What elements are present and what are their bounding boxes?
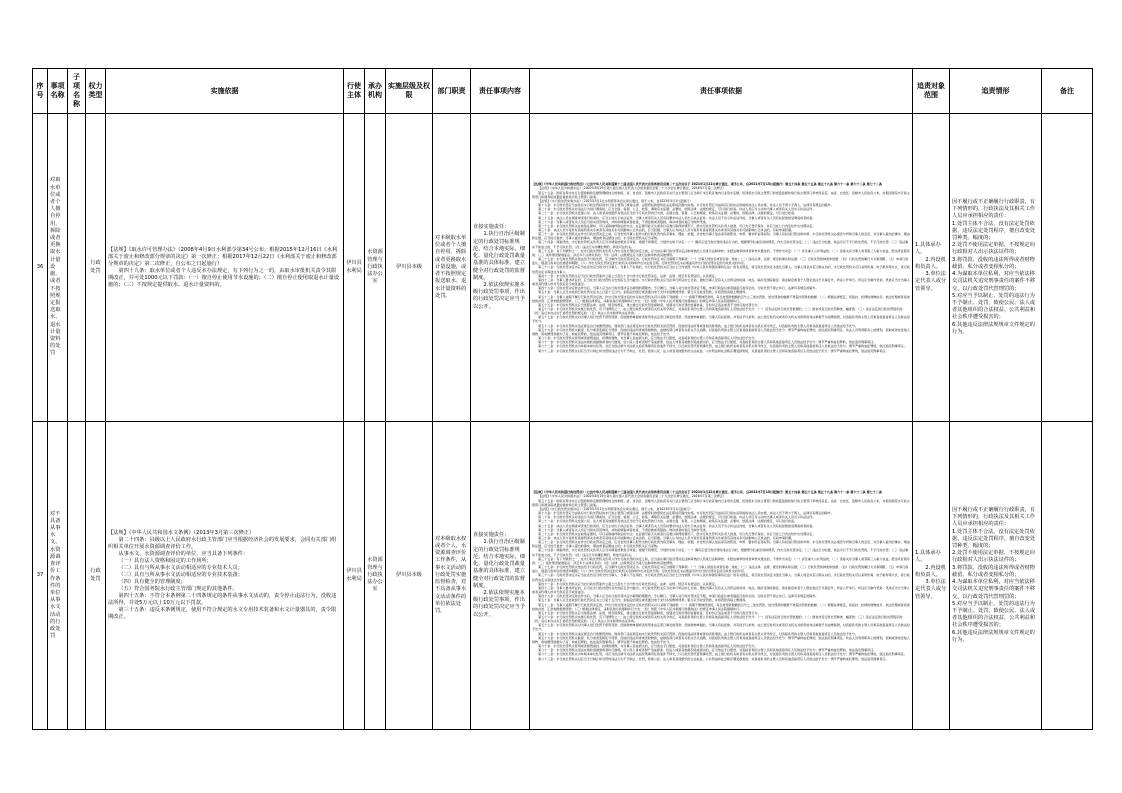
resp-basis-paragraph: 第五十六条：水行政处罚机关实施行政处罚，有下列情形之一，由上级行政机关或者有关机关责令改正，对直接负责的主管人员和其他直接责任人员依法给予处分：（一）没有法定的行政处罚依据的；（二）擅自改变行政处罚种类、幅度的；（三）违反法定的行政处罚程序的；（四）违反本办法关于委托处罚的规定的；（五）执法人员未取得执法证件的。 (532, 306, 906, 316)
resp-basis-paragraph: 第六十三条：水行政处罚机关对应当予以制止和处罚的违法行为不予制止、处罚，致使公民、法人或者其他组织的合法权益、公共利益和社会秩序遭受损害的，对直接负责的主管人员和其他直接责任人员依法给予处分；情节严重构成犯罪的，依法追究刑事责任。 (538, 656, 889, 661)
resp-basis-paragraph: 第三十条：执法人员与案件有直接利害关系或者有其他关系可能影响公正执法的，应当回避。当事人认为执法人员与案件有直接利害关系或者有其他关系可能影响公正执法的，有权申请回避。 (538, 228, 795, 233)
situation-line: 4.为谋取本单位私利，对应当依法移交司法机关追究刑事责任的案件不移交，以行政处罚代替刑罚的； (952, 271, 1036, 292)
row-basis (106, 114, 344, 422)
document-page (32, 68, 1092, 726)
resp-basis-paragraph: 第五十二条：当事人逾期不履行行政处罚决定的，作出行政处罚决定的水行政处罚机关可以采取下列措施：（一）到期不缴纳罚款的，每日按罚款数额的百分之三加处罚款，加处罚款的数额不得超出罚款的数额；（二）根据法律规定，将查封、扣押的财物拍卖、依法处理或者将冻结的存款、汇款划拨抵缴罚款；（三）根据法律规定，采取其他行政强制执行方式；（四）依照《中华人民共和国行政强制法》的规定申请人民法院强制执行。 (532, 294, 910, 303)
header-level: 实施层级及权限 (386, 69, 433, 114)
row-resp (471, 114, 530, 422)
resp-basis-paragraph: 第五十八条：水行政处罚机关违反规定自行收缴罚款的，财政部门违反规定向水行政处罚机关返还罚款、没收的违法所得或者拍卖款项的，由上级行政机关或者有关机关责令改正，对直接负责的主管人员和其他直接责任人员依法给予处分。 (538, 631, 859, 636)
resp-basis-paragraph: 第三十四条：调查终结，水行政处罚机关负责人应当对调查结果进行审查，根据不同情况，分别作出如下决定：（一）确有应受行政处罚的违法行为的，根据情节轻重及具体情况，作出行政处罚决定；（二）违法行为轻微，依法可以不予行政处罚的，不予行政处罚；（三）违法事实不能成立的，不予行政处罚；（四）违法行为涉嫌犯罪的，移送司法机关。 (532, 548, 909, 557)
resp-basis-paragraph: 第四十一条：水行政处罚机关应当自行政处罚案件立案之日起九十日内作出行政处罚决定。法律、法规、规章另有规定的，从其规定。 (538, 273, 718, 278)
basis-line: 第三十五条：违反本条例规定，使用不符合规定的水文专用技术装备和水文计量器具的，责令限期改正。 (108, 607, 337, 620)
target-line: 1.具体承办人。 (915, 242, 941, 256)
resp-basis-paragraph: 第三十七条：水行政处罚机关依法给予行政处罚，应当制作行政处罚决定书。行政处罚决定书应当载明下列事项：（一）当事人的姓名或者名称、地址；（二）违反法律、法规、规章的事实和证据；（三）行政处罚的种类和依据；（四）行政处罚的履行方式和期限；（五）申请行政复议、提起行政诉讼的途径和期限；（六）作出行政处罚决定的行政机关名称和作出决定的日期。行政处罚决定书必须盖有作出行政处罚决定的行政机关的印章。 (532, 565, 909, 574)
row-note (1042, 422, 1093, 730)
row-power-type: 行政处罚 (86, 422, 106, 730)
resp-basis-paragraph: 第二十七条：水行政处罚机关在收集证据时，可以采取抽样取证的方法；在证据可能灭失或者以后难以取得的情况下，经水行政处罚机关负责人批准，可以先行登记保存，并应当在七日内及时作出处理决定。 (538, 531, 816, 536)
resp-basis-paragraph: 第四十三条：当事人要求听证的，应当在水行政处罚机关告知后五日内提出。水行政处罚机关应当在举行听证的七日前，通知当事人及有关人员听证的时间、地点。除涉及国家秘密、商业秘密或者个人隐私依法予以保密外，听证公开举行。听证应当制作笔录。笔录应当交当事人或者其代理人核对无误后签字或者盖章。 (532, 585, 910, 595)
resp-line: 2.依法依规实施本级行政处罚事项，作出的行政处罚决定应当予以公开。 (473, 281, 525, 310)
resp-basis-paragraph: 【法规】《中华人民共和国水法》（2002年8月29日第九届全国人民代表大会常务委员会第二十九次会议修订通过，2016年7月第二次修正） (538, 186, 726, 191)
basis-line: 第二十四条：县级以上人民政府水行政主管部门应当根据经济社会的发展要求，会同有关部门组织相关单位开展水资源调查评价工作。 (108, 537, 337, 550)
header-seq: 序号 (33, 69, 48, 114)
resp-line: 1.执行自治区级制定的行政处罚标准规范，结合本地实际，细化、量化行政处罚裁量基准的具体标准，建立健全对行政处罚的监督制度。 (473, 539, 525, 589)
resp-basis-paragraph: 第五十七条：水行政处罚机关对当事人进行处罚不使用罚款、没收财物单据或者使用非法定部门制发的罚款、没收财物单据的，当事人有权拒绝，并有权予以检举，由上级行政机关或者有关机关对使用的非法单据予以收缴销毁，对直接负责的主管人员和其他直接责任人员依法给予处分。 (532, 315, 910, 324)
resp-basis-paragraph: 第四十九条：行政处罚决定依法作出后，当事人应当在行政处罚决定书载明的期限内，予以履行。当事人对行政处罚决定不服，申请行政复议或者提起行政诉讼的，行政处罚不停止执行，法律另有规定的除外。 (538, 286, 819, 291)
resp-line: 1.执行自治区级制定的行政处罚标准规范，结合本地实际，细化、量化行政处罚裁量基准的具体标准，建立健全对行政处罚的监督制度。 (473, 231, 525, 281)
resp-basis-paragraph: 第五十七条：水行政处罚机关对当事人进行处罚不使用罚款、没收财物单据或者使用非法定部门制发的罚款、没收财物单据的，当事人有权拒绝，并有权予以检举，由上级行政机关或者有关机关对使用的非法单据予以收缴销毁，对直接负责的主管人员和其他直接责任人员依法给予处分。 (532, 623, 910, 632)
resp-line: 2.依法依规实施本级行政处罚事项，作出的行政处罚决定应当予以公开。 (473, 589, 525, 618)
resp-basis-paragraph: 第三十条：执法人员与案件有直接利害关系或者有其他关系可能影响公正执法的，应当回避。当事人认为执法人员与案件有直接利害关系或者有其他关系可能影响公正执法的，有权申请回避。 (538, 536, 795, 541)
resp-basis-paragraph: 第六十条：水行政处罚机关使用或者损毁查封、扣押的财物，对当事人造成损失的，应当依法予以赔偿，对直接负责的主管人员和其他直接责任人员依法给予处分。 (538, 644, 758, 649)
resp-basis-paragraph: 第二十一条：水行政处罚机关发现公民、法人或者其他组织有依法应当给予行政处罚的行为的，必须全面、客观、公正地调查，收集有关证据；必要时，依照法律、法规的规定，可以进行检查。 (538, 519, 798, 524)
resp-basis-paragraph: 第二十条：水行政处罚机关对违法行为进行调查时，应当全面、客观、公正，收集、调取有关证据；必要时，依照法律、法规的规定，可以进行检查。执法人员应当主动向当事人或者有关人员出示执法证件。 (538, 207, 816, 212)
basis-line: 第四十五条：不符合本条例第二十四条规定的条件从事水文活动的，责令停止违法行为，没收违法所得，并处5万元以上10万元以下罚款。 (108, 593, 337, 606)
row-resp-basis (530, 114, 913, 422)
row-sub-item-name (68, 422, 86, 730)
row-power-type: 行政处罚 (86, 114, 106, 422)
row-org: 水资源管理与行政执法办公室 (365, 114, 386, 422)
situation-line: 6.其他违反法律法规规章文件规定的行为。 (952, 629, 1035, 643)
row-duty: 对本级取水单位或者个人擅自停用、拆除或者更换取水计量设施，或者不按照规定报送取水、退水计量资料的处罚。 (433, 114, 471, 422)
resp-basis-paragraph: 第三十二条：水行政处罚机关在作出行政处罚决定之前，应当告知当事人拟作出的行政处罚内容及事实、理由、依据，并告知当事人依法享有的陈述、申辩、要求听证等权利。当事人有权进行陈述和申辩。水行政处罚机关必须充分听取当事人的意见，对当事人提出的事实、理由和证据，应当进行复核；当事人提出的事实、理由或者证据成立的，水行政处罚机关应当采纳。 (532, 540, 910, 549)
resp-basis-paragraph: 第五十八条：水行政处罚机关违反规定自行收缴罚款的，财政部门违反规定向水行政处罚机关返还罚款、没收的违法所得或者拍卖款项的，由上级行政机关或者有关机关责令改正，对直接负责的主管人员和其他直接责任人员依法给予处分。 (538, 323, 859, 328)
resp-basis-paragraph: 【法规】《中华人民共和国水法》（2002年8月29日第九届全国人民代表大会常务委员会第二十九次会议修订通过，2016年7月第二次修正） (538, 494, 726, 499)
row-seq: 37 (33, 422, 48, 730)
resp-basis-paragraph: 第三十八条：行政处罚决定书应当在宣告后当场交付当事人；当事人不在场的，水行政处罚机关应当在七日内依照《中华人民共和国民事诉讼法》的有关规定，将行政处罚决定书送达当事人。当事人同意并签订确认书的，水行政处罚机关可以采用传真、电子邮件等方式，将行政处罚决定书等送达当事人。 (532, 265, 910, 274)
header-sub-item-name: 子项名称 (68, 69, 86, 114)
header-power-type: 权力类型 (86, 69, 106, 114)
resp-basis-paragraph: 第五十五条：水行政处罚机关应当依照法律、法规、规章的规定，建立健全行政处罚监督制度，加强对行政处罚的监督检查，及时纠正违法或者不当的行政处罚行为。 (538, 610, 761, 615)
resp-basis-paragraph: 【法规】《水行政处罚实施办法》（2023年3月1日水利部部务会议审议通过，现予公布，自2023年5月1日起施行） (538, 506, 693, 511)
header-note: 备注 (1042, 69, 1093, 114)
resp-basis-paragraph: 第六十条：水行政处罚机关使用或者损毁查封、扣押的财物，对当事人造成损失的，应当依法予以赔偿，对直接负责的主管人员和其他直接责任人员依法给予处分。 (538, 336, 758, 341)
resp-basis-paragraph: 第二十五条：执法人员在调查或者进行检查时，应当主动出示执法证件，当事人或者有关人员有权要求执法人员出示执法证件。执法人员不出示执法证件的，当事人或者有关人员有权拒绝接受调查或者检查。 (538, 215, 816, 220)
resp-basis-paragraph: 第五十九条：水行政处罚机关截留、私分或者变相私分罚款、没收的违法所得或者财物的，由财政部门或者有关机关予以追缴，对直接负责的主管人员和其他直接责任人员依法给予处分；情节严重构成犯罪的，依法追究刑事责任。执法人员利用职务上的便利，索取或者收受他人财物、将收缴罚款据为己有，构成犯罪的，依法追究刑事责任；情节轻微不构成犯罪的，依法给予处分。 (532, 327, 910, 336)
row-duty: 对本级取水权或者个人，水资源调查评价工作条件，从事水文活动的行政处罚实施监督检查，对不具备从事水文活动条件的单位依法处罚。 (433, 422, 471, 730)
resp-basis-paragraph: 第三十七条：水行政处罚机关依法给予行政处罚，应当制作行政处罚决定书。行政处罚决定书应当载明下列事项：（一）当事人的姓名或者名称、地址；（二）违反法律、法规、规章的事实和证据；（三）行政处罚的种类和依据；（四）行政处罚的履行方式和期限；（五）申请行政复议、提起行政诉讼的途径和期限；（六）作出行政处罚决定的行政机关名称和作出决定的日期。行政处罚决定书必须盖有作出行政处罚决定的行政机关的印章。 (532, 257, 909, 266)
table-row (33, 422, 1093, 730)
resp-basis-paragraph: 第五十五条：国家对用水实行总量控制和定额管理相结合的制度。省、自治区、直辖市人民政府有关行业主管部门应当制订本行政区域内行业用水定额，报同级水行政主管部门和质量监督检验行政主管部门审核同意后，由省、自治区、直辖市人民政府公布，并报国务院水行政主管部门和国务院质量监督检验行政主管部门备案。 (532, 190, 910, 199)
header-basis: 实施依据 (106, 69, 344, 114)
resp-basis-title: 【法律】《中华人民共和国行政处罚法》（已由中华人民共和国第十三届全国人民代表大会常务委员会第二十五次会议于 2021年1月22日修订通过，现予公布，自2021年7月15日起施行）第五十四条 第五十五条 第五十九条 第六十一条 第六十二条 第七十二条 (532, 182, 882, 187)
resp-basis-paragraph: 第四十三条：当事人要求听证的，应当在水行政处罚机关告知后五日内提出。水行政处罚机关应当在举行听证的七日前，通知当事人及有关人员听证的时间、地点。除涉及国家秘密、商业秘密或者个人隐私依法予以保密外，听证公开举行。听证应当制作笔录。笔录应当交当事人或者其代理人核对无误后签字或者盖章。 (532, 277, 910, 287)
situation-line: 6.其他违反法律法规规章文件规定的行为。 (952, 321, 1035, 335)
row-target (913, 422, 950, 730)
resp-basis-paragraph: 第六十二条：水行政处罚机关为牟取本单位私利，对应当依法移交司法机关追究刑事责任的案件不移交，以行政处罚代替刑事处罚，由上级行政机关或者有关机关责令改正，对直接负责的主管人员和其他直接责任人员依法给予处分；情节严重构成犯罪的，依法追究刑事责任。 (538, 652, 907, 657)
resp-basis-paragraph: 第五十九条：水行政处罚机关截留、私分或者变相私分罚款、没收的违法所得或者财物的，由财政部门或者有关机关予以追缴，对直接负责的主管人员和其他直接责任人员依法给予处分；情节严重构成犯罪的，依法追究刑事责任。执法人员利用职务上的便利，索取或者收受他人财物、将收缴罚款据为己有，构成犯罪的，依法追究刑事责任；情节轻微不构成犯罪的，依法给予处分。 (532, 635, 910, 644)
target-line: 2.内设机构负责人。 (915, 564, 946, 578)
basis-line: （四）具有健全的管理制度； (118, 579, 186, 585)
resp-basis-paragraph: 第五十五条：水行政处罚机关应当依照法律、法规、规章的规定，建立健全行政处罚监督制度，加强对行政处罚的监督检查，及时纠正违法或者不当的行政处罚行为。 (538, 302, 761, 307)
target-line: 3.单位法定代表人或分管领导。 (915, 579, 947, 600)
row-item-name: 对不具备从事水文、水资源调查评价工作条件的单位从事水文活动的行政处罚 (48, 422, 68, 730)
row-level: 伊川县本级 (386, 114, 433, 422)
row-resp (471, 422, 530, 730)
row-subject: 伊川县水利局 (344, 422, 365, 730)
header-row (33, 69, 1093, 114)
header-resp-basis: 责任事项依据 (530, 69, 913, 114)
resp-basis-paragraph: 第二十一条：水行政处罚机关发现公民、法人或者其他组织有依法应当给予行政处罚的行为的，必须全面、客观、公正地调查，收集有关证据；必要时，依照法律、法规的规定，可以进行检查。 (538, 211, 798, 216)
resp-basis-paragraph: 第六十三条：水行政处罚机关对应当予以制止和处罚的违法行为不予制止、处罚，致使公民、法人或者其他组织的合法权益、公共利益和社会秩序遭受损害的，对直接负责的主管人员和其他直接责任人员依法给予处分；情节严重构成犯罪的，依法追究刑事责任。 (538, 348, 889, 353)
resp-basis-paragraph: 第五十条：当事人应当自收到行政处罚决定书之日起十五日内，到指定的银行或者通过电子支付系统缴纳罚款。银行应当收受罚款，并将罚款直接上缴国库。 (538, 290, 749, 295)
resp-basis-paragraph: 第六十一条：水行政处罚机关违法实施检查措施或者执行措施，给公民人身或者财产造成损害、给法人或者其他组织造成损失的，应当依法予以赔偿，对直接负责的主管人员和其他直接责任人员依法给予处分；情节严重构成犯罪的，依法追究刑事责任。 (538, 340, 877, 345)
resp-basis-paragraph: 第二十五条：执法人员在调查或者进行检查时，应当主动出示执法证件，当事人或者有关人员有权要求执法人员出示执法证件。执法人员不出示执法证件的，当事人或者有关人员有权拒绝接受调查或者检查。 (538, 523, 816, 528)
resp-basis-paragraph: 第二十七条：水行政处罚机关在收集证据时，可以采取抽样取证的方法；在证据可能灭失或者以后难以取得的情况下，经水行政处罚机关负责人批准，可以先行登记保存，并应当在七日内及时作出处理决定。 (538, 223, 816, 228)
resp-basis-paragraph: 第五十条：当事人应当自收到行政处罚决定书之日起十五日内，到指定的银行或者通过电子支付系统缴纳罚款。银行应当收受罚款，并将罚款直接上缴国库。 (538, 598, 749, 603)
basis-line: （五）符合国务院水行政主管部门规定的其他条件。 (118, 586, 238, 592)
table-row (33, 114, 1093, 422)
resp-basis-paragraph: 第四十九条：行政处罚决定依法作出后，当事人应当在行政处罚决定书载明的期限内，予以履行。当事人对行政处罚决定不服，申请行政复议或者提起行政诉讼的，行政处罚不停止执行，法律另有规定的除外。 (538, 594, 819, 599)
basis-line: 【法规】《中华人民共和国水文条例》（2013年3月第三次修正） (108, 530, 255, 536)
row-subject: 伊川县水利局 (344, 114, 365, 422)
resp-basis-paragraph: 第六十一条：水行政处罚机关违法实施检查措施或者执行措施，给公民人身或者财产造成损害、给法人或者其他组织造成损失的，应当依法予以赔偿，对直接负责的主管人员和其他直接责任人员依法给予处分；情节严重构成犯罪的，依法追究刑事责任。 (538, 648, 877, 653)
resp-basis-paragraph: 第三十四条：调查终结，水行政处罚机关负责人应当对调查结果进行审查，根据不同情况，分别作出如下决定：（一）确有应受行政处罚的违法行为的，根据情节轻重及具体情况，作出行政处罚决定；（二）违法行为轻微，依法可以不予行政处罚的，不予行政处罚；（三）违法事实不能成立的，不予行政处罚；（四）违法行为涉嫌犯罪的，移送司法机关。 (532, 240, 909, 249)
power-list-table (32, 68, 1093, 730)
header-resp: 责任事项内容 (471, 69, 530, 114)
resp-basis-paragraph: 第三十五条：有下列情形之一，在水行政处罚机关负责人作出行政处罚的决定之前，应当由从事行政处罚决定法制审核的人员进行法制审核；未经法制审核或者审核未通过的，不得作出决定：（一）涉及重大公共利益的；（二）直接关系当事人或者第三人重大权益，经过听证程序的；（三）案件情况疑难复杂、涉及多个法律关系的；（四）法律、法规规定应当进行法制审核的其他情形。 (532, 556, 910, 565)
row-org: 水资源管理与行政执法办公室 (365, 422, 386, 730)
situation-line: 2.处罚不使用法定单据、不按规定向行政相对人出示执法证件的； (952, 550, 1035, 564)
resp-basis-paragraph: 第五十六条：水行政处罚机关实施行政处罚，有下列情形之一，由上级行政机关或者有关机关责令改正，对直接负责的主管人员和其他直接责任人员依法给予处分：（一）没有法定的行政处罚依据的；（二）擅自改变行政处罚种类、幅度的；（三）违反法定的行政处罚程序的；（四）违反本办法关于委托处罚的规定的；（五）执法人员未取得执法证件的。 (532, 614, 906, 624)
situation-line: 5.对应当予以制止、处罚的违法行为不予制止、处罚，致使公民、法人或者其他组织的合法权益、公共利益和社会秩序遭受损害的； (952, 292, 1036, 321)
resp-basis-paragraph: 【法规】《水行政处罚实施办法》（2023年3月1日水利部部务会议审议通过，现予公布，自2023年5月1日起施行） (538, 198, 693, 203)
resp-basis-paragraph: 第二十六条：当事人或者有关人员应当如实回答询问，并协助调查或者检查，不得拒绝或者阻挠。询问或者检查应当制作笔录。 (538, 527, 709, 532)
header-org: 承办机构 (365, 69, 386, 114)
resp-basis-paragraph: 第六十二条：水行政处罚机关为牟取本单位私利，对应当依法移交司法机关追究刑事责任的案件不移交，以行政处罚代替刑事处罚，由上级行政机关或者有关机关责令改正，对直接负责的主管人员和其他直接责任人员依法给予处分；情节严重构成犯罪的，依法追究刑事责任。 (538, 344, 907, 349)
basis-line: 【法规】《取水许可管理办法》（2008年4月9日水利部令第34号公布，根据2015年12月16日《水利部关于废止和修改部分规章的决定》第一次修正；根据2017年12月22日《水利部关于废止和修改部分规章的决定》第二次修正，自公布之日起施行） (108, 246, 338, 267)
resp-line: 直接实施责任： (473, 532, 510, 539)
row-item-name: 对取水单位或者个人擅自停用、拆除或者更换取水计量设施，或者不按照规定报送取水、退水计量资料的处罚 (48, 114, 68, 422)
target-line: 1.具体承办人。 (915, 550, 941, 564)
situation-line: 5.对应当予以制止、处罚的违法行为不予制止、处罚，致使公民、法人或者其他组织的合法权益、公共利益和社会秩序遭受损害的； (952, 600, 1036, 629)
situation-line: 3.将罚款、没收的违法所得或者财物截留、私分或者变相私分的； (952, 564, 1035, 578)
row-situation (950, 422, 1042, 730)
basis-line: （一）具有法人资格和固定的工作场所； (118, 558, 212, 564)
header-situation: 追责情形 (950, 69, 1042, 114)
resp-basis-paragraph: 第三十八条：行政处罚决定书应当在宣告后当场交付当事人；当事人不在场的，水行政处罚机关应当在七日内依照《中华人民共和国民事诉讼法》的有关规定，将行政处罚决定书送达当事人。当事人同意并签订确认书的，水行政处罚机关可以采用传真、电子邮件等方式，将行政处罚决定书等送达当事人。 (532, 573, 910, 582)
row-level: 伊川县本级 (386, 422, 433, 730)
situation-line: 3.将罚款、没收的违法所得或者财物截留、私分或者变相私分的； (952, 256, 1035, 270)
basis-line: 从事水文、水资源调查评价的单位，应当具备下列条件： (118, 551, 249, 557)
resp-basis-paragraph: 第三十五条：有下列情形之一，在水行政处罚机关负责人作出行政处罚的决定之前，应当由从事行政处罚决定法制审核的人员进行法制审核；未经法制审核或者审核未通过的，不得作出决定：（一）涉及重大公共利益的；（二）直接关系当事人或者第三人重大权益，经过听证程序的；（三）案件情况疑难复杂、涉及多个法律关系的；（四）法律、法规规定应当进行法制审核的其他情形。 (532, 248, 910, 257)
situation-line: 1.处罚主体不合法，没有法定处罚依据、违反法定处罚程序，擅自改变处罚种类、幅度的； (952, 220, 1036, 242)
basis-line: （二）具有与所从事水文活动相适应的专业技术人员； (118, 565, 243, 571)
situation-line: 1.处罚主体不合法，没有法定处罚依据、违反法定处罚程序，擅自改变处罚种类、幅度的； (952, 528, 1036, 550)
target-line: 2.内设机构负责人。 (915, 256, 946, 270)
target-line: 3.单位法定代表人或分管领导。 (915, 271, 947, 292)
header-subject: 行使主体 (344, 69, 365, 114)
basis-line: （三）具有与所从事水文活动相适应的专业技术装备； (118, 572, 243, 578)
resp-basis-paragraph: 第十九条：水行政处罚应当由具有水行政处罚权的水行政主管部门或者法律、法规授权的组织在法定职权范围内实施。水行政处罚应当由具有行政执法资格的执法人员实施，执法人员不得少于两人，法律另有规定的除外。 (538, 203, 834, 208)
situation-line: 因不履行或不正确履行行政职责，有下列情形的，行政执法及其相关工作人员应承担相应的责任： (952, 507, 1036, 528)
row-seq: 36 (33, 114, 48, 422)
row-situation (950, 114, 1042, 422)
resp-basis-paragraph: 第二十条：水行政处罚机关对违法行为进行调查时，应当全面、客观、公正，收集、调取有关证据；必要时，依照法律、法规的规定，可以进行检查。执法人员应当主动向当事人或者有关人员出示执法证件。 (538, 515, 816, 520)
situation-line: 2.处罚不使用法定单据、不按规定向行政相对人出示执法证件的； (952, 242, 1035, 256)
resp-basis-paragraph: 第五十二条：当事人逾期不履行行政处罚决定的，作出行政处罚决定的水行政处罚机关可以采取下列措施：（一）到期不缴纳罚款的，每日按罚款数额的百分之三加处罚款，加处罚款的数额不得超出罚款的数额；（二）根据法律规定，将查封、扣押的财物拍卖、依法处理或者将冻结的存款、汇款划拨抵缴罚款；（三）根据法律规定，采取其他行政强制执行方式；（四）依照《中华人民共和国行政强制法》的规定申请人民法院强制执行。 (532, 602, 910, 611)
header-duty: 部门职责 (433, 69, 471, 114)
resp-basis-paragraph: 第十九条：水行政处罚应当由具有水行政处罚权的水行政主管部门或者法律、法规授权的组织在法定职权范围内实施。水行政处罚应当由具有行政执法资格的执法人员实施，执法人员不得少于两人，法律另有规定的除外。 (538, 511, 834, 516)
resp-basis-paragraph: 第二十六条：当事人或者有关人员应当如实回答询问，并协助调查或者检查，不得拒绝或者阻挠。询问或者检查应当制作笔录。 (538, 219, 709, 224)
basis-line: 第四十九条：取水单位或者个人违反本办法规定，有下列行为之一的，由取水审批机关责令其限期改正，并可处1000元以下罚款：（一）擅自停止使用节水设施的；（二）擅自停止使用取退水计量设施的；（三）不按规定提供取水、退水计量资料的。 (108, 267, 340, 288)
row-resp-basis (530, 422, 913, 730)
header-target: 追责对象范围 (913, 69, 950, 114)
resp-basis-paragraph: 第四十一条：水行政处罚机关应当自行政处罚案件立案之日起九十日内作出行政处罚决定。法律、法规、规章另有规定的，从其规定。 (538, 581, 718, 586)
resp-basis-paragraph: 第三十二条：水行政处罚机关在作出行政处罚决定之前，应当告知当事人拟作出的行政处罚内容及事实、理由、依据，并告知当事人依法享有的陈述、申辩、要求听证等权利。当事人有权进行陈述和申辩。水行政处罚机关必须充分听取当事人的意见，对当事人提出的事实、理由和证据，应当进行复核；当事人提出的事实、理由或者证据成立的，水行政处罚机关应当采纳。 (532, 232, 910, 241)
row-target (913, 114, 950, 422)
row-sub-item-name (68, 114, 86, 422)
resp-basis-paragraph: 第五十五条：国家对用水实行总量控制和定额管理相结合的制度。省、自治区、直辖市人民政府有关行业主管部门应当制订本行政区域内行业用水定额，报同级水行政主管部门和质量监督检验行政主管部门审核同意后，由省、自治区、直辖市人民政府公布，并报国务院水行政主管部门和国务院质量监督检验行政主管部门备案。 (532, 498, 910, 507)
resp-line: 直接实施责任： (473, 224, 510, 231)
row-basis (106, 422, 344, 730)
resp-basis-title: 【法律】《中华人民共和国行政处罚法》（已由中华人民共和国第十三届全国人民代表大会常务委员会第二十五次会议于 2021年1月22日修订通过，现予公布，自2021年7月15日起施行）第五十四条 第五十五条 第五十九条 第六十一条 第六十二条 第七十二条 (532, 490, 882, 495)
situation-line: 4.为谋取本单位私利，对应当依法移交司法机关追究刑事责任的案件不移交，以行政处罚代替刑罚的； (952, 579, 1036, 600)
header-item-name: 事项名称 (48, 69, 68, 114)
situation-line: 因不履行或不正确履行行政职责，有下列情形的，行政执法及其相关工作人员应承担相应的责任： (952, 199, 1036, 220)
row-note (1042, 114, 1093, 422)
